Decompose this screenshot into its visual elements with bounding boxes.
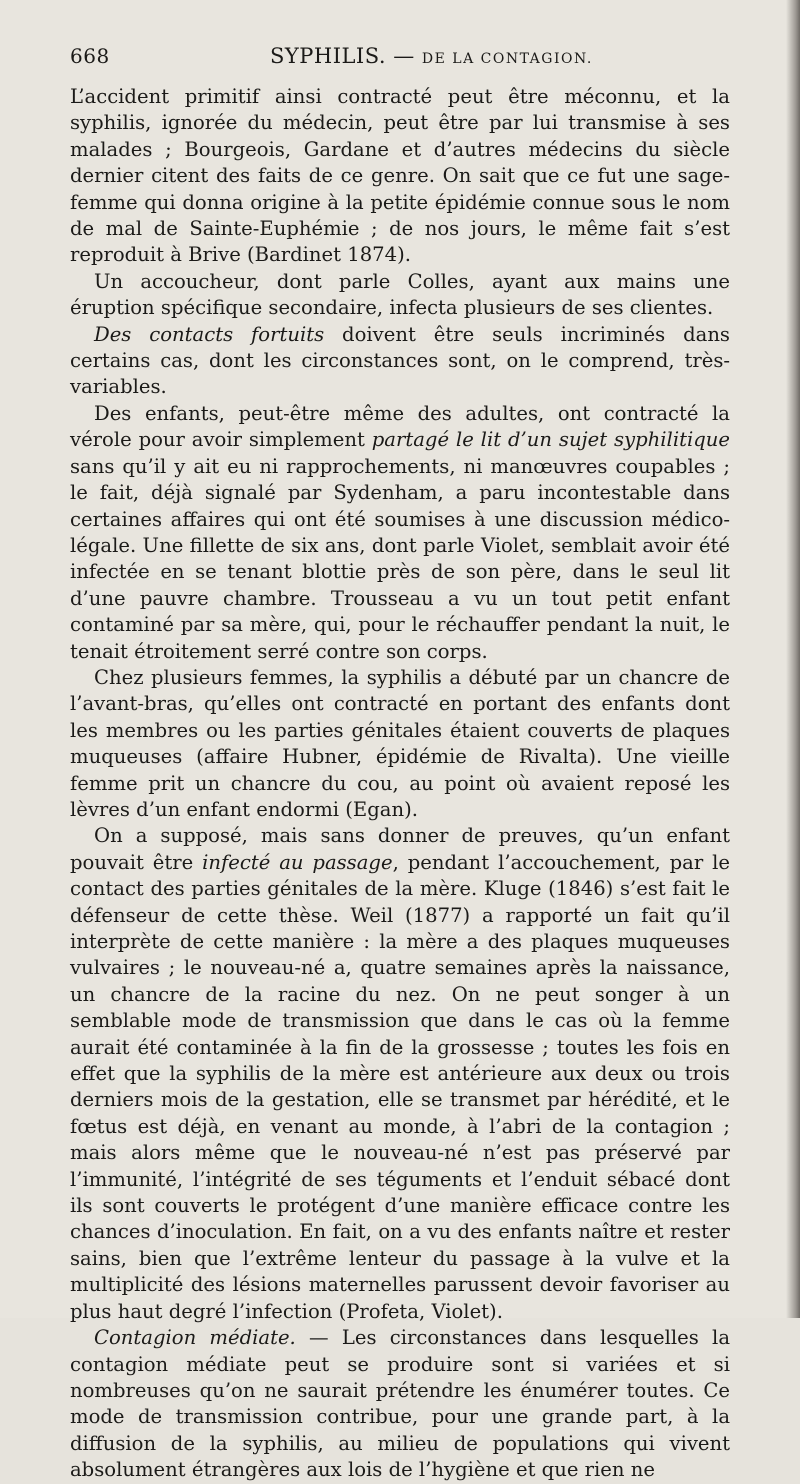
text-run: On a supposé, mais sans donner de preuves, qu’un enfant pouvait être xyxy=(70,824,730,874)
italic-term: infecté au passage xyxy=(202,850,393,874)
paragraph-contacts-fortuits xyxy=(70,322,730,401)
text-run: L’accident primitif ainsi contracté peut être méconnu, et la syphilis, ignorée du médecin, peut être par lui transmise à ses malades ; Bourgeois, Gardane et d’autres médecins du siècle dernier citent des faits de ce genre. On sait que ce fut une sage-femme qui donna origine à la petite épidémie connue sous le nom de mal de Sainte-Euphémie ; de nos jours, le même fait s’est reproduit à Brive (Bardinet 1874). xyxy=(70,85,730,267)
paragraph-plusieurs-femmes xyxy=(70,665,730,823)
body-text xyxy=(70,84,730,1484)
running-title-main: SYPHILIS. xyxy=(270,44,387,68)
paragraph-accident-primitif xyxy=(70,84,730,269)
page-number: 668 xyxy=(70,44,110,68)
paragraph-accoucheur xyxy=(70,269,730,322)
text-run: doivent être seuls incriminés dans certains cas, dont les circonstances sont, on le comprend, très-variables. xyxy=(70,322,730,399)
text-run: Un accoucheur, dont parle Colles, ayant aux mains une éruption spécifique secondaire, infecta plusieurs de ses clientes. xyxy=(70,269,730,320)
text-run: Chez plusieurs femmes, la syphilis a débuté par un chancre de l’avant-bras, qu’elles ont contracté en portant des enfants dont les membres ou les parties génitales étaient couverts de plaques muqueuses (affaire Hubner, épidémie de Rivalta). Une vieille femme prit un chancre du cou, au point où avaient reposé les lèvres d’un enfant endormi (Egan). xyxy=(70,665,730,821)
paragraph-infecte-au-passage xyxy=(70,823,730,1325)
running-title-dash: — xyxy=(386,44,422,68)
paragraph-contagion-mediate xyxy=(70,1325,730,1483)
text-run: Des enfants, peut-être même des adultes, ont contracté la vérole pour avoir simplement xyxy=(70,401,730,452)
paragraph-enfants-adultes xyxy=(70,401,730,665)
running-title-small-caps: DE LA CONTAGION. xyxy=(421,51,593,67)
text-run: , pendant l’accouchement, par le contact des parties génitales de la mère. Kluge (1846) s’est fait le défenseur de cette thèse. Weil (1877) a rapporté un fait qu’il interprète de cette manière : la mère a des plaques muqueuses vulvaires ; le nouveau-né a, quatre semaines après la naissance, un chancre de la racine du nez. On ne peut songer à un semblable mode de transmission que dans le cas où la femme aurait été contaminée à la fin de la grossesse ; toutes les fois en effet que la syphilis de la mère est antérieure aux deux ou trois derniers mois de la gestation, elle se transmet par hérédité, et le fœtus est déjà, en venant au monde, à l’abri de la contagion ; mais alors même que le nouveau-né n’est pas préservé par l’immunité, l’intégrité de ses téguments et l’enduit sébacé dont ils sont couverts le protégent d’une manière efficace contre les chances d’inoculation. En fait, on a vu des enfants naître et rester sains, bien que l’extrême lenteur du passage à la vulve et la multiplicité des lésions maternelles parussent devoir favoriser au plus haut degré l’infection (Profeta, Violet). xyxy=(70,850,730,1323)
text-run: sans qu’il y ait eu ni rapprochements, ni manœuvres coupables ; le fait, déjà signalé par Sydenham, a paru incontestable dans certaines affaires qui ont été soumises à une discussion médico-légale. Une fillette de six ans, dont parle Violet, semblait avoir été infectée en se tenant blottie près de son père, dans le seul lit d’une pauvre chambre. Trousseau a vu un tout petit enfant contaminé par sa mère, qui, pour le réchauffer pendant la nuit, le tenait étroitement serré contre son corps. xyxy=(70,454,730,663)
running-title xyxy=(270,44,593,68)
italic-term: Des contacts fortuits xyxy=(94,322,325,346)
text-run: — Les circonstances dans lesquelles la contagion médiate peut se produire sont si variées et si nombreuses qu’on ne saurait prétendre les énumérer toutes. Ce mode de transmission contribue, pour une grande part, à la diffusion de la syphilis, au milieu de populations qui vivent absolument étrangères aux lois de l’hygiène et que rien ne xyxy=(70,1326,731,1482)
page-edge-shadow xyxy=(786,0,800,1318)
italic-term: Contagion médiate. xyxy=(94,1326,296,1350)
italic-term: partagé le lit d’un sujet syphilitique xyxy=(371,428,730,452)
running-header xyxy=(70,44,730,72)
